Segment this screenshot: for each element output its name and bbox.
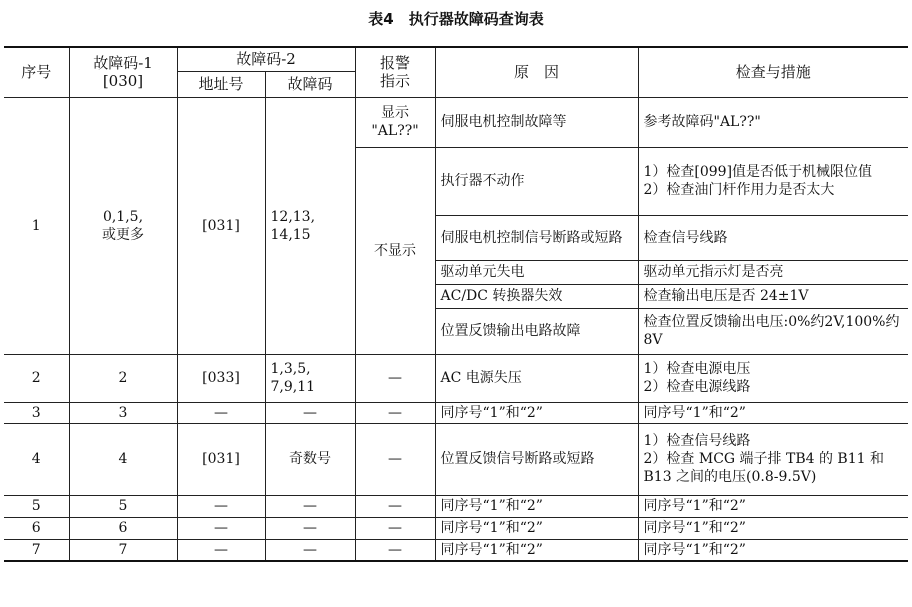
header-alarm — [355, 47, 435, 97]
row2-addr: [033] — [177, 354, 265, 402]
table-title: 表4 执行器故障码查询表 — [368, 10, 544, 28]
row6-code1: 6 — [69, 517, 177, 539]
row4-code1: 4 — [69, 423, 177, 495]
header-cause: 原 因 — [435, 47, 638, 97]
table-row — [4, 354, 908, 402]
row1-code1-line2: 或更多 — [102, 226, 144, 243]
row1-action-4: 驱动单元指示灯是否亮 — [638, 260, 908, 284]
row6-code2: — — [265, 517, 355, 539]
row6-alarm: — — [355, 517, 435, 539]
header-code1-sub: [030] — [102, 72, 144, 91]
row2-action — [638, 354, 908, 402]
row5-cause: 同序号“1”和“2” — [435, 495, 638, 517]
row2-code2-line1: 1,3,5, — [270, 361, 311, 377]
table-row — [4, 539, 908, 561]
row4-seq: 4 — [4, 423, 69, 495]
row1-cause-5: AC/DC 转换器失效 — [435, 284, 638, 308]
row1-code2-line2: 14,15 — [270, 226, 311, 243]
row7-addr: — — [177, 539, 265, 561]
header-seq: 序号 — [4, 47, 69, 97]
row4-code2: 奇数号 — [265, 423, 355, 495]
row2-action-line2: 2）检查电源线路 — [643, 379, 751, 395]
row6-cause: 同序号“1”和“2” — [435, 517, 638, 539]
row3-seq: 3 — [4, 402, 69, 423]
row1-code1 — [69, 97, 177, 354]
header-code1 — [69, 47, 177, 97]
row7-alarm: — — [355, 539, 435, 561]
header-code2: 故障码-2 — [177, 47, 355, 71]
header-action: 检查与措施 — [638, 47, 908, 97]
row5-addr: — — [177, 495, 265, 517]
row5-code1: 5 — [69, 495, 177, 517]
header-code: 故障码 — [265, 71, 355, 97]
row1-alarm-shown-line1: 显示 — [381, 105, 409, 121]
row3-code1: 3 — [69, 402, 177, 423]
row1-cause-3: 伺服电机控制信号断路或短路 — [435, 215, 638, 260]
row1-action-2-line1: 1）检查[099]值是否低于机械限位值 — [643, 164, 873, 180]
row4-action-line1: 1）检查信号线路 — [643, 433, 751, 449]
row6-action: 同序号“1”和“2” — [638, 517, 908, 539]
row1-alarm-shown-line2: "AL??" — [371, 123, 419, 139]
row1-cause-4: 驱动单元失电 — [435, 260, 638, 284]
table-row — [4, 402, 908, 423]
row1-cause-1: 伺服电机控制故障等 — [435, 97, 638, 147]
header-row — [4, 47, 908, 71]
row3-cause: 同序号“1”和“2” — [435, 402, 638, 423]
row1-action-1: 参考故障码"AL??" — [638, 97, 908, 147]
row1-code1-line1: 0,1,5, — [102, 208, 144, 225]
row1-seq: 1 — [4, 97, 69, 354]
row5-seq: 5 — [4, 495, 69, 517]
row2-seq: 2 — [4, 354, 69, 402]
row7-code2: — — [265, 539, 355, 561]
table-row — [4, 423, 908, 495]
row7-seq: 7 — [4, 539, 69, 561]
row7-code1: 7 — [69, 539, 177, 561]
row2-action-line1: 1）检查电源电压 — [643, 361, 751, 377]
header-addr: 地址号 — [177, 71, 265, 97]
row2-code2 — [265, 354, 355, 402]
fault-code-table — [4, 46, 908, 562]
row3-code2: — — [265, 402, 355, 423]
row2-code1: 2 — [69, 354, 177, 402]
row6-seq: 6 — [4, 517, 69, 539]
row4-cause: 位置反馈信号断路或短路 — [435, 423, 638, 495]
row3-addr: — — [177, 402, 265, 423]
table-row — [4, 97, 908, 147]
header-code1-label: 故障码-1 — [93, 54, 153, 73]
header-alarm-line2: 指示 — [379, 72, 410, 91]
row1-action-2 — [638, 147, 908, 215]
header-alarm-line1: 报警 — [379, 54, 410, 73]
row1-code2 — [265, 97, 355, 354]
row5-code2: — — [265, 495, 355, 517]
row2-cause: AC 电源失压 — [435, 354, 638, 402]
row6-addr: — — [177, 517, 265, 539]
row1-action-6: 检查位置反馈输出电压:0%约2V,100%约8V — [638, 308, 908, 354]
row3-alarm: — — [355, 402, 435, 423]
row2-code2-line2: 7,9,11 — [270, 379, 316, 395]
row1-code2-line1: 12,13, — [270, 208, 316, 225]
row4-action-line2: 2）检查 MCG 端子排 TB4 的 B11 和 B13 之间的电压(0.8-9.5V) — [643, 451, 884, 485]
row5-action: 同序号“1”和“2” — [638, 495, 908, 517]
row1-cause-6: 位置反馈输出电路故障 — [435, 308, 638, 354]
table-row — [4, 495, 908, 517]
row1-action-5: 检查输出电压是否 24±1V — [638, 284, 908, 308]
table-row — [4, 517, 908, 539]
row7-cause: 同序号“1”和“2” — [435, 539, 638, 561]
row1-action-3: 检查信号线路 — [638, 215, 908, 260]
row1-cause-2: 执行器不动作 — [435, 147, 638, 215]
row4-addr: [031] — [177, 423, 265, 495]
row4-alarm: — — [355, 423, 435, 495]
row2-alarm: — — [355, 354, 435, 402]
row3-action: 同序号“1”和“2” — [638, 402, 908, 423]
row5-alarm: — — [355, 495, 435, 517]
row1-addr: [031] — [177, 97, 265, 354]
row1-action-2-line2: 2）检查油门杆作用力是否太大 — [643, 182, 835, 198]
row1-alarm-hidden: 不显示 — [355, 147, 435, 354]
row1-alarm-shown — [355, 97, 435, 147]
row7-action: 同序号“1”和“2” — [638, 539, 908, 561]
row4-action — [638, 423, 908, 495]
